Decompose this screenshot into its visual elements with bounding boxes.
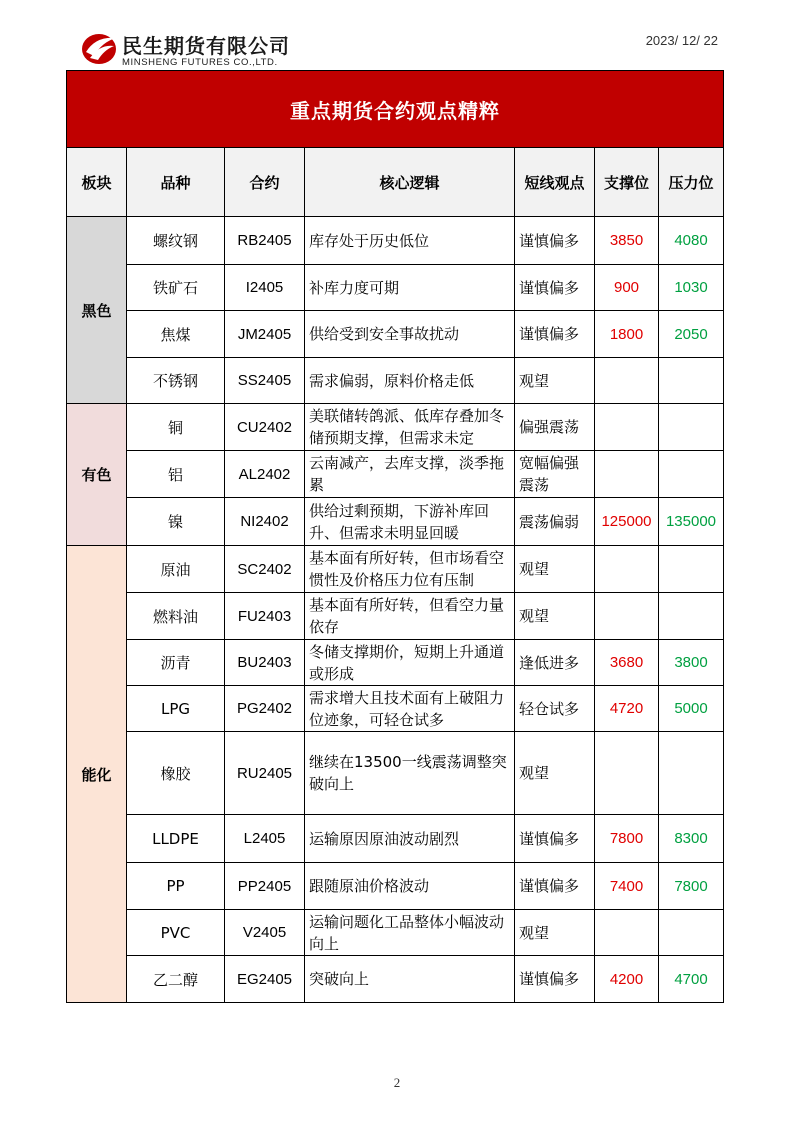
table-row <box>67 265 724 311</box>
contract-cell: SS2405 <box>225 358 305 404</box>
company-name-en: MINSHENG FUTURES CO.,LTD. <box>122 57 278 68</box>
contract-cell: JM2405 <box>225 311 305 358</box>
product-cell: 乙二醇 <box>127 956 225 1003</box>
logic-cell: 基本面有所好转，但市场看空惯性及价格压力位有压制 <box>305 546 515 593</box>
support-cell <box>595 546 659 593</box>
product-cell: 燃料油 <box>127 593 225 640</box>
resistance-cell <box>659 358 724 404</box>
contract-cell: AL2402 <box>225 451 305 498</box>
view-cell: 观望 <box>515 546 595 593</box>
resistance-cell <box>659 732 724 815</box>
contract-cell: I2405 <box>225 265 305 311</box>
table-row <box>67 640 724 686</box>
product-cell: 不锈钢 <box>127 358 225 404</box>
table-title-row <box>67 71 724 148</box>
support-cell: 7400 <box>595 863 659 910</box>
sector-cell-black: 黑色 <box>67 217 127 404</box>
resistance-cell <box>659 546 724 593</box>
product-cell: 沥青 <box>127 640 225 686</box>
product-cell: PP <box>127 863 225 910</box>
sector-cell-energy: 能化 <box>67 546 127 1003</box>
contract-cell: V2405 <box>225 910 305 956</box>
view-cell: 谨慎偏多 <box>515 863 595 910</box>
logic-cell: 运输原因原油波动剧烈 <box>305 815 515 863</box>
table-row <box>67 451 724 498</box>
table-title: 重点期货合约观点精粹 <box>67 71 724 148</box>
product-cell: 焦煤 <box>127 311 225 358</box>
table-row <box>67 863 724 910</box>
support-cell: 125000 <box>595 498 659 546</box>
product-cell: LLDPE <box>127 815 225 863</box>
product-cell: 螺纹钢 <box>127 217 225 265</box>
view-cell: 震荡偏弱 <box>515 498 595 546</box>
product-cell: 橡胶 <box>127 732 225 815</box>
table-row <box>67 815 724 863</box>
view-cell: 谨慎偏多 <box>515 956 595 1003</box>
view-cell: 观望 <box>515 910 595 956</box>
resistance-cell <box>659 451 724 498</box>
support-cell: 4720 <box>595 686 659 732</box>
support-cell: 900 <box>595 265 659 311</box>
support-cell <box>595 732 659 815</box>
company-name-cn: 民生期货有限公司 <box>122 34 290 58</box>
resistance-cell: 8300 <box>659 815 724 863</box>
contract-cell: RU2405 <box>225 732 305 815</box>
table-row <box>67 593 724 640</box>
support-cell: 3680 <box>595 640 659 686</box>
view-cell: 观望 <box>515 593 595 640</box>
product-cell: PVC <box>127 910 225 956</box>
support-cell <box>595 910 659 956</box>
table-row <box>67 358 724 404</box>
view-cell: 逢低进多 <box>515 640 595 686</box>
header-sector: 板块 <box>67 148 127 217</box>
support-cell: 3850 <box>595 217 659 265</box>
view-cell: 宽幅偏强震荡 <box>515 451 595 498</box>
resistance-cell: 2050 <box>659 311 724 358</box>
resistance-cell: 1030 <box>659 265 724 311</box>
view-cell: 观望 <box>515 358 595 404</box>
view-cell: 谨慎偏多 <box>515 265 595 311</box>
product-cell: 原油 <box>127 546 225 593</box>
table-row <box>67 686 724 732</box>
resistance-cell: 135000 <box>659 498 724 546</box>
logic-cell: 供给受到安全事故扰动 <box>305 311 515 358</box>
contract-cell: BU2403 <box>225 640 305 686</box>
table-row <box>67 498 724 546</box>
table-row <box>67 546 724 593</box>
product-cell: 铁矿石 <box>127 265 225 311</box>
table-row <box>67 910 724 956</box>
resistance-cell: 4700 <box>659 956 724 1003</box>
logic-cell: 运输问题化工品整体小幅波动向上 <box>305 910 515 956</box>
logic-cell: 库存处于历史低位 <box>305 217 515 265</box>
view-cell: 谨慎偏多 <box>515 217 595 265</box>
product-cell: 镍 <box>127 498 225 546</box>
header-resistance: 压力位 <box>659 148 724 217</box>
resistance-cell: 7800 <box>659 863 724 910</box>
header-product: 品种 <box>127 148 225 217</box>
logic-cell: 需求增大且技术面有上破阻力位迹象，可轻仓试多 <box>305 686 515 732</box>
support-cell <box>595 593 659 640</box>
resistance-cell <box>659 404 724 451</box>
view-cell: 轻仓试多 <box>515 686 595 732</box>
product-cell: 铜 <box>127 404 225 451</box>
header-contract: 合约 <box>225 148 305 217</box>
logic-cell: 冬储支撑期价，短期上升通道或形成 <box>305 640 515 686</box>
logic-cell: 继续在13500一线震荡调整突破向上 <box>305 732 515 815</box>
logic-cell: 补库力度可期 <box>305 265 515 311</box>
logic-cell: 云南减产，去库支撑，淡季拖累 <box>305 451 515 498</box>
logic-cell: 跟随原油价格波动 <box>305 863 515 910</box>
header-logic: 核心逻辑 <box>305 148 515 217</box>
contract-cell: L2405 <box>225 815 305 863</box>
sector-cell-nonferrous: 有色 <box>67 404 127 546</box>
support-cell <box>595 451 659 498</box>
futures-view-table <box>66 70 724 1003</box>
resistance-cell: 3800 <box>659 640 724 686</box>
logic-cell: 突破向上 <box>305 956 515 1003</box>
view-cell: 观望 <box>515 732 595 815</box>
table-row <box>67 217 724 265</box>
table-row <box>67 404 724 451</box>
contract-cell: EG2405 <box>225 956 305 1003</box>
product-cell: LPG <box>127 686 225 732</box>
header-view: 短线观点 <box>515 148 595 217</box>
table-row <box>67 956 724 1003</box>
resistance-cell <box>659 593 724 640</box>
contract-cell: NI2402 <box>225 498 305 546</box>
contract-cell: RB2405 <box>225 217 305 265</box>
report-date: 2023/ 12/ 22 <box>645 33 718 48</box>
header-support: 支撑位 <box>595 148 659 217</box>
page-number: 2 <box>393 1075 401 1090</box>
company-logo <box>80 28 320 72</box>
resistance-cell <box>659 910 724 956</box>
contract-cell: PP2405 <box>225 863 305 910</box>
support-cell: 4200 <box>595 956 659 1003</box>
table-row <box>67 311 724 358</box>
logic-cell: 基本面有所好转，但看空力量依存 <box>305 593 515 640</box>
support-cell <box>595 404 659 451</box>
logic-cell: 美联储转鸽派、低库存叠加冬储预期支撑，但需求未定 <box>305 404 515 451</box>
logic-cell: 需求偏弱，原料价格走低 <box>305 358 515 404</box>
contract-cell: PG2402 <box>225 686 305 732</box>
product-cell: 铝 <box>127 451 225 498</box>
view-cell: 偏强震荡 <box>515 404 595 451</box>
contract-cell: FU2403 <box>225 593 305 640</box>
contract-cell: SC2402 <box>225 546 305 593</box>
table-row <box>67 732 724 815</box>
view-cell: 谨慎偏多 <box>515 311 595 358</box>
table-header-row <box>67 148 724 217</box>
support-cell <box>595 358 659 404</box>
logic-cell: 供给过剩预期，下游补库回升、但需求未明显回暖 <box>305 498 515 546</box>
contract-cell: CU2402 <box>225 404 305 451</box>
resistance-cell: 5000 <box>659 686 724 732</box>
support-cell: 1800 <box>595 311 659 358</box>
support-cell: 7800 <box>595 815 659 863</box>
minsheng-logo-icon <box>80 30 120 66</box>
resistance-cell: 4080 <box>659 217 724 265</box>
view-cell: 谨慎偏多 <box>515 815 595 863</box>
